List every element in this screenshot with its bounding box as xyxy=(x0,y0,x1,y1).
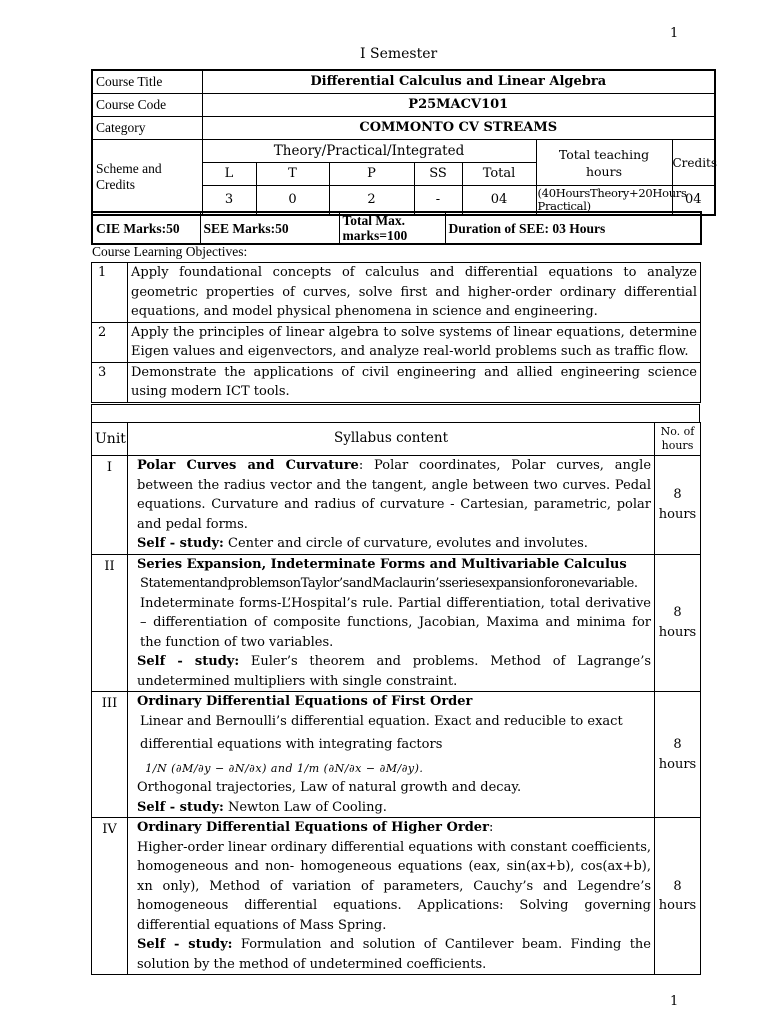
self-study-text: Formulation and solution of Cantilever beam. Finding the solution by the method of undetermined coefficients. xyxy=(137,937,651,972)
unit-hours: 8 hours xyxy=(655,554,701,692)
cie-marks: CIE Marks:50 xyxy=(92,212,200,244)
col-L: L xyxy=(202,163,256,186)
hours-header: No. of hours xyxy=(655,423,701,456)
objective-row xyxy=(92,362,701,402)
objective-text: Apply foundational concepts of calculus and differential equations to analyze geometric properties of curves, solve first and higher-order ordinary differential equations, and model physical phenomena in science and engineering. xyxy=(128,263,701,323)
theory-practical-integrated: Theory/Practical/Integrated xyxy=(202,140,536,163)
col-P: P xyxy=(329,163,414,186)
unit-body: Higher-order linear ordinary differential equations with constant coefficients, homogeneous and non- homogeneous equations (eax, sin(ax+b), cos(ax+b), xn only), Method of variation of parameters, Cauchy’s and Legendre’s homogeneous differential equations. Applications: Solving governing differential equations of Mass Spring. xyxy=(137,839,651,933)
val-T: 0 xyxy=(256,186,329,216)
semester-heading: I Semester xyxy=(360,46,438,62)
self-study-label: Self - study: xyxy=(137,937,233,952)
see-marks: SEE Marks:50 xyxy=(200,212,339,244)
unit-title-suffix: : xyxy=(488,820,494,835)
unit-header: Unit xyxy=(92,423,128,456)
unit-number: I xyxy=(92,456,128,555)
integrating-factor-formula: 1/N (∂M/∂y − ∂N/∂x) and 1/m (∂N/∂x − ∂M/∂y). xyxy=(145,761,424,775)
syllabus-table xyxy=(91,422,701,975)
unit-title: Polar Curves and Curvature xyxy=(137,458,359,473)
val-P: 2 xyxy=(329,186,414,216)
marks-table xyxy=(91,211,702,245)
objective-row xyxy=(92,322,701,362)
syllabus-content-header: Syllabus content xyxy=(128,423,655,456)
unit-title: Ordinary Differential Equations of First Order xyxy=(137,694,473,709)
syllabus-row-unit-3 xyxy=(92,692,701,818)
objectives-heading: Course Learning Objectives: xyxy=(92,244,248,259)
unit-number: II xyxy=(92,554,128,692)
objectives-table xyxy=(91,262,701,403)
objective-number: 3 xyxy=(92,362,128,402)
unit-line-1: StatementandproblemsonTaylor’sandMaclaurin’sseriesexpansionforonevariable. xyxy=(140,576,638,591)
course-code-label: Course Code xyxy=(92,94,202,117)
syllabus-row-unit-2 xyxy=(92,554,701,692)
self-study-label: Self - study: xyxy=(137,654,240,669)
hours-breakup: (40HoursTheory+20Hours Practical) xyxy=(537,186,687,213)
objective-row xyxy=(92,263,701,323)
objective-text: Apply the principles of linear algebra to solve systems of linear equations, determine Eigen values and eigenvectors, and analyze real-world problems such as traffic flow. xyxy=(128,322,701,362)
val-total: 04 xyxy=(462,186,536,216)
see-duration: Duration of SEE: 03 Hours xyxy=(445,212,701,244)
objective-text: Demonstrate the applications of civil engineering and allied engineering science using modern ICT tools. xyxy=(128,362,701,402)
self-study-label: Self - study: xyxy=(137,536,224,551)
unit-title: Ordinary Differential Equations of Higher Order xyxy=(137,820,489,835)
scheme-credits-label: Scheme and Credits xyxy=(92,140,202,216)
page-number-top: 1 xyxy=(670,26,679,41)
course-info-table xyxy=(91,69,716,216)
unit-body: : Polar coordinates, Polar curves, angle between the radius vector and the tangent, angle between two curves. Pedal equations. Curvature and radius of curvature - Cartesian, parametric, polar and pedal forms. xyxy=(137,458,652,532)
spacer-row xyxy=(91,404,700,422)
val-SS: - xyxy=(414,186,462,216)
category-value: COMMONTO CV STREAMS xyxy=(202,117,715,140)
syllabus-row-unit-1 xyxy=(92,456,701,555)
credits-label: Credits xyxy=(672,140,715,186)
syllabus-row-unit-4 xyxy=(92,818,701,975)
col-SS: SS xyxy=(414,163,462,186)
unit-body-3: Orthogonal trajectories, Law of natural growth and decay. xyxy=(137,780,522,795)
unit-title: Series Expansion, Indeterminate Forms and Multivariable Calculus xyxy=(137,556,627,572)
total-teaching-hours-label: Total teaching hours xyxy=(536,140,672,186)
col-T: T xyxy=(256,163,329,186)
objective-number: 2 xyxy=(92,322,128,362)
self-study-text: Newton Law of Cooling. xyxy=(223,799,387,815)
total-max-marks: Total Max. marks=100 xyxy=(339,212,445,244)
page-number-bottom: 1 xyxy=(670,994,679,1009)
course-title: Differential Calculus and Linear Algebra xyxy=(202,70,715,94)
objective-number: 1 xyxy=(92,263,128,323)
unit-number: IV xyxy=(92,818,128,975)
unit-hours: 8 hours xyxy=(655,456,701,555)
unit-hours: 8 hours xyxy=(655,818,701,975)
category-label: Category xyxy=(92,117,202,140)
course-title-label: Course Title xyxy=(92,70,202,94)
unit-hours: 8 hours xyxy=(655,692,701,818)
unit-number: III xyxy=(92,692,128,818)
col-total: Total xyxy=(462,163,536,186)
course-code: P25MACV101 xyxy=(202,94,715,117)
self-study-text: Center and circle of curvature, evolutes and involutes. xyxy=(223,536,588,551)
val-L: 3 xyxy=(202,186,256,216)
unit-body-1: Linear and Bernoulli’s differential equation. Exact and reducible to exact xyxy=(140,713,623,729)
unit-body-2: differential equations with integrating factors xyxy=(140,737,443,752)
self-study-text: Euler’s theorem and problems. Method of Lagrange’s undetermined multipliers with single constraint. xyxy=(137,654,651,689)
credits-value: 04 xyxy=(672,186,715,216)
self-study-label: Self - study: xyxy=(137,799,224,815)
unit-body: Indeterminate forms-L’Hospital’s rule. Partial differentiation, total derivative – differentiation of composite functions, Jacobian, Maxima and minima for the function of two variables. xyxy=(140,595,651,650)
